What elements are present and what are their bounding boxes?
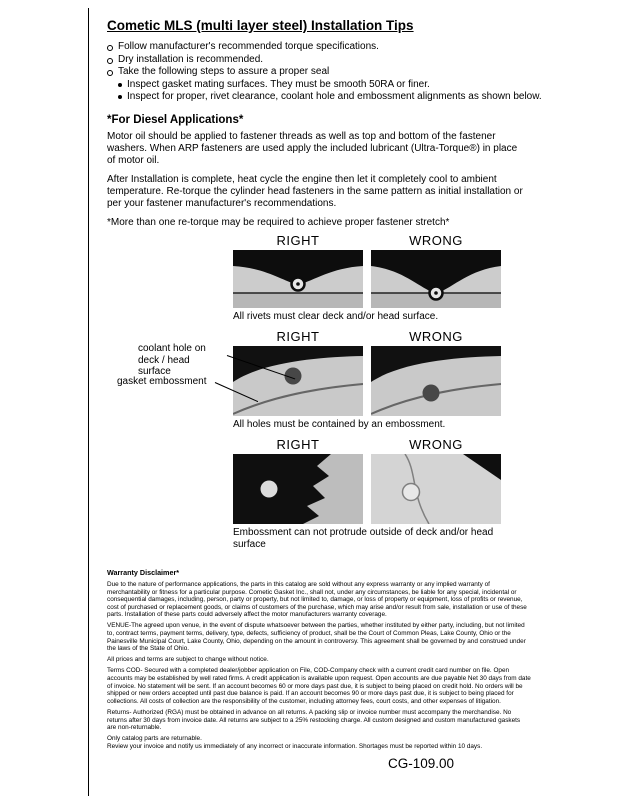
callout-coolant-hole: coolant hole on deck / head surface xyxy=(138,343,206,377)
diagram-panels xyxy=(233,346,501,416)
warranty-heading: Warranty Disclaimer* xyxy=(107,568,180,577)
right-label: RIGHT xyxy=(276,437,320,452)
page-code: CG-109.00 xyxy=(388,756,455,771)
diagram-embossment-right xyxy=(233,454,363,524)
open-bullet-icon xyxy=(107,58,113,64)
retorque-note: *More than one re-torque may be required to achieve proper fastener stretch* xyxy=(107,216,450,228)
left-margin-rule xyxy=(88,8,89,796)
tip-bullet-1 xyxy=(107,41,547,54)
installation-tips-list xyxy=(107,41,547,104)
warranty-paragraph: Terms COD- Secured with a completed dealer/jobber application on File, COD-Company check with a current credit card number on file. Open accounts may be established by well rated firms. A credit application is available upon request. Open accounts are due payable Net 30 days from date of invoice. No statement will be sent. If an account becomes 60 or more days past due, it is subject to being placed on credit hold. No orders will be shipped or new orders accepted until past due balance is paid. If an account becomes 90 or more days past due, it is subject to being placed for collections. All costs of collection are the responsibility of the customer, including attorney fees, court costs, and other expenses of litigation. xyxy=(107,667,531,705)
tip-bullet-text: Follow manufacturer's recommended torque specifications. xyxy=(118,41,379,52)
diesel-applications-heading: *For Diesel Applications* xyxy=(107,113,244,126)
diagram-rivet-right xyxy=(233,250,363,308)
tip-bullet-text: Dry installation is recommended. xyxy=(118,53,264,65)
diagram-row-headers xyxy=(233,437,501,452)
open-bullet-icon xyxy=(107,70,113,76)
wrong-label: WRONG xyxy=(409,329,463,344)
filled-bullet-icon xyxy=(118,83,122,87)
diagram-panels xyxy=(233,250,501,308)
page-title: Cometic MLS (multi layer steel) Installation Tips xyxy=(107,18,414,33)
diagram-row-headers xyxy=(233,329,501,344)
warranty-paragraph: All prices and terms are subject to change without notice. xyxy=(107,656,269,664)
right-label: RIGHT xyxy=(276,233,320,248)
diagram-rivet-wrong xyxy=(371,250,501,308)
callout-gasket-embossment: gasket embossment xyxy=(117,376,207,387)
diagram-row-headers xyxy=(233,233,501,248)
warranty-paragraph: VENUE-The agreed upon venue, in the event of dispute whatsoever between the parties, whether instituted by either party, including, but not limited to, contract terms, payment terms, delivery, type, defects, sufficiency of product, shall be the Court of Common Pleas, Lake County, Ohio or the Painesville Municipal Court, Lake County, Ohio, depending on the amount in controversy. This agreement shall be governed by and construed under the laws of the State of Ohio. xyxy=(107,622,526,653)
warranty-paragraph: Returns- Authorized (RGA) must be obtained in advance on all returns. A packing slip or invoice number must accompany the merchandise. No returns after 30 days from invoice date. All returns are subject to a 25% restocking charge. All custom designed and custom manufactured gaskets are non-returnable. xyxy=(107,708,521,732)
diagram-hole-right xyxy=(233,346,363,416)
tip-bullet-3 xyxy=(107,66,547,79)
diagram-caption-rivets: All rivets must clear deck and/or head surface. xyxy=(233,311,439,322)
diagram-panels xyxy=(233,454,501,524)
tip-sub-bullet-1 xyxy=(118,79,547,92)
diagram-section xyxy=(117,233,501,557)
diesel-paragraph-2: After Installation is complete, heat cycle the engine then let it completely cool to ambient temperature. Re-torque the cylinder head fasteners in the same pattern as initial installation or per your fastener manufacturer's recommendations. xyxy=(107,173,523,209)
tip-bullet-2 xyxy=(107,54,547,67)
warranty-paragraph: Only catalog parts are returnable. xyxy=(107,735,202,743)
diagram-row-holes xyxy=(117,329,501,431)
diagram-row-rivets xyxy=(233,233,501,323)
main-content xyxy=(107,18,547,229)
tip-sub-bullet-2 xyxy=(118,91,547,104)
diagram-embossment-wrong xyxy=(371,454,501,524)
warranty-disclaimer xyxy=(107,568,531,754)
diagram-hole-wrong xyxy=(371,346,501,416)
open-bullet-icon xyxy=(107,45,113,51)
diagram-caption-embossment: Embossment can not protrude outside of deck and/or head surface xyxy=(233,527,494,550)
wrong-label: WRONG xyxy=(409,233,463,248)
tip-bullet-text: Take the following steps to assure a proper seal xyxy=(118,66,330,77)
tip-sub-bullet-text: Inspect for proper, rivet clearance, coolant hole and embossment alignments as shown below. xyxy=(127,91,542,102)
right-label: RIGHT xyxy=(276,329,320,344)
warranty-paragraph: Review your invoice and notify us immediately of any incorrect or inaccurate information. Shortages must be reported within 10 days. xyxy=(107,742,483,750)
wrong-label: WRONG xyxy=(409,437,463,452)
diagram-caption-holes: All holes must be contained by an embossment. xyxy=(233,419,446,430)
diesel-paragraph-1: Motor oil should be applied to fastener threads as well as top and bottom of the fastener washers. When ARP fasteners are used apply the included lubricant (Ultra-Torque®) in place of motor oil. xyxy=(107,130,518,166)
tip-sub-bullet-text: Inspect gasket mating surfaces. They must be smooth 50RA or finer. xyxy=(127,78,430,90)
filled-bullet-icon xyxy=(118,95,122,99)
warranty-paragraph: Due to the nature of performance applications, the parts in this catalog are sold without any express warranty or any implied warranty of merchantability or fitness for a particular purpose. Cometic Gasket Inc., shall not, under any circumstances, be liable for any special, incidental or consequential damages, including, person, party or property, but not limited to, damage, or loss of property or equipment, loss of profits or revenue, cost of purchased or replacement goods, or claims of customers of the purchase, which may arise and/or result from sale, installation or use of these parts. Installation of these parts could adversely affect the motor manufacturers warranty coverage. xyxy=(107,581,527,619)
diagram-row-embossment xyxy=(233,437,501,551)
